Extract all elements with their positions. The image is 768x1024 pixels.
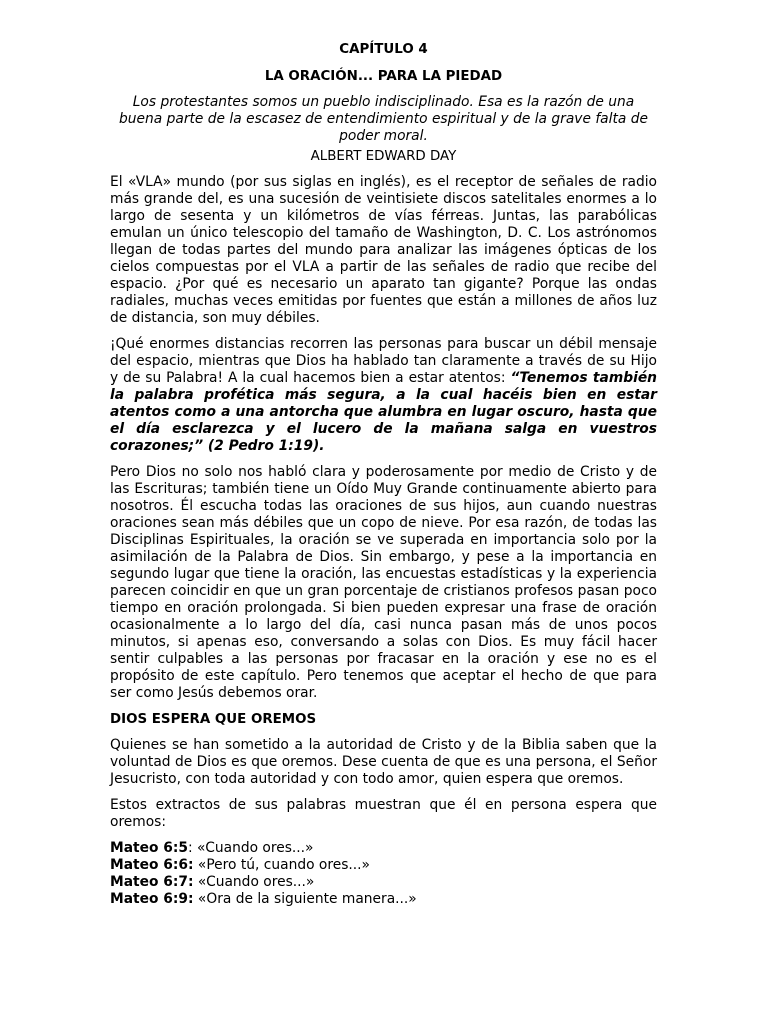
paragraph-extracts: Estos extractos de sus palabras muestran que él en persona espera que oremos: <box>110 797 657 830</box>
verse-separator: : <box>188 840 198 856</box>
verse-list <box>110 840 657 908</box>
verse-item <box>110 840 657 857</box>
paragraph-distances <box>110 336 657 455</box>
scripture-quote: “Tenemos también la palabra profética más segura, a la cual hacéis bien en estar atentos como a una antorcha que alumbra en lugar oscuro, hasta que el día esclarezca y el lucero de la mañana salga en vuestros corazones;” (2 Pedro 1:19). <box>110 370 657 454</box>
epigraph-author: ALBERT EDWARD DAY <box>310 149 457 164</box>
verse-item <box>110 874 657 891</box>
verse-reference: Mateo 6:7: <box>110 874 194 890</box>
section-heading: DIOS ESPERA QUE OREMOS <box>110 712 317 727</box>
verse-text: «Pero tú, cuando ores...» <box>197 857 370 873</box>
epigraph-quote: Los protestantes somos un pueblo indisciplinado. Esa es la razón de una buena parte de la escasez de entendimiento espiritual y de la grave falta de poder moral. <box>119 94 648 144</box>
verse-item <box>110 857 657 874</box>
verse-item <box>110 891 657 908</box>
paragraph-distances-intro: ¡Qué enormes distancias recorren las personas para buscar un débil mensaje del espacio, mientras que Dios ha hablado tan claramente a través de su Hijo y de su Palabra! A la cual hacemos bien a estar atentos: <box>110 336 657 386</box>
paragraph-gods-will: Quienes se han sometido a la autoridad de Cristo y de la Biblia saben que la voluntad de Dios es que oremos. Dese cuenta de que es una persona, el Señor Jesucristo, con toda autoridad y con todo amor, quien espera que oremos. <box>110 737 657 787</box>
paragraph-vla: El «VLA» mundo (por sus siglas en inglés), es el receptor de señales de radio más grande del, es una sucesión de veintisiete discos satelitales enormes a lo largo de sesenta y un kilómetros de vías férreas. Juntas, las parabólicas emulan un único telescopio del tamaño de Washington, D. C. Los astrónomos llegan de todas partes del mundo para analizar las imágenes ópticas de los cielos compuestas por el VLA a partir de las señales de radio que recibe del espacio. ¿Por qué es necesario un aparato tan gigante? Porque las ondas radiales, muchas veces emitidas por fuentes que están a millones de años luz de distancia, son muy débiles. <box>110 174 657 326</box>
verse-text: «Cuando ores...» <box>197 874 315 890</box>
verse-reference: Mateo 6:9: <box>110 891 194 907</box>
chapter-label: CAPÍTULO 4 <box>339 42 428 57</box>
verse-text: «Cuando ores...» <box>197 840 314 856</box>
chapter-title: LA ORACIÓN... PARA LA PIEDAD <box>264 69 503 84</box>
verse-text: «Ora de la siguiente manera...» <box>197 891 417 907</box>
verse-reference: Mateo 6:5 <box>110 840 188 856</box>
paragraph-prayer-importance: Pero Dios no solo nos habló clara y poderosamente por medio de Cristo y de las Escrituras; también tiene un Oído Muy Grande continuamente abierto para nosotros. Él escucha todas las oraciones de sus hijos, aun cuando nuestras oraciones sean más débiles que un copo de nieve. Por esa razón, de todas las Disciplinas Espirituales, la oración se ve superada en importancia solo por la asimilación de la Palabra de Dios. Sin embargo, y pese a la importancia en segundo lugar que tiene la oración, las encuestas estadísticas y la experiencia parecen coincidir en que un gran porcentaje de cristianos profesos pasan poco tiempo en oración prolongada. Si bien pueden expresar una frase de oración ocasionalmente a lo largo del día, casi nunca pasan más de unos pocos minutos, si apenas eso, conversando a solas con Dios. Es muy fácil hacer sentir culpables a las personas por fracasar en la oración y ese no es el propósito de este capítulo. Pero tenemos que aceptar el hecho de que para ser como Jesús debemos orar. <box>110 464 657 701</box>
verse-reference: Mateo 6:6: <box>110 857 194 873</box>
